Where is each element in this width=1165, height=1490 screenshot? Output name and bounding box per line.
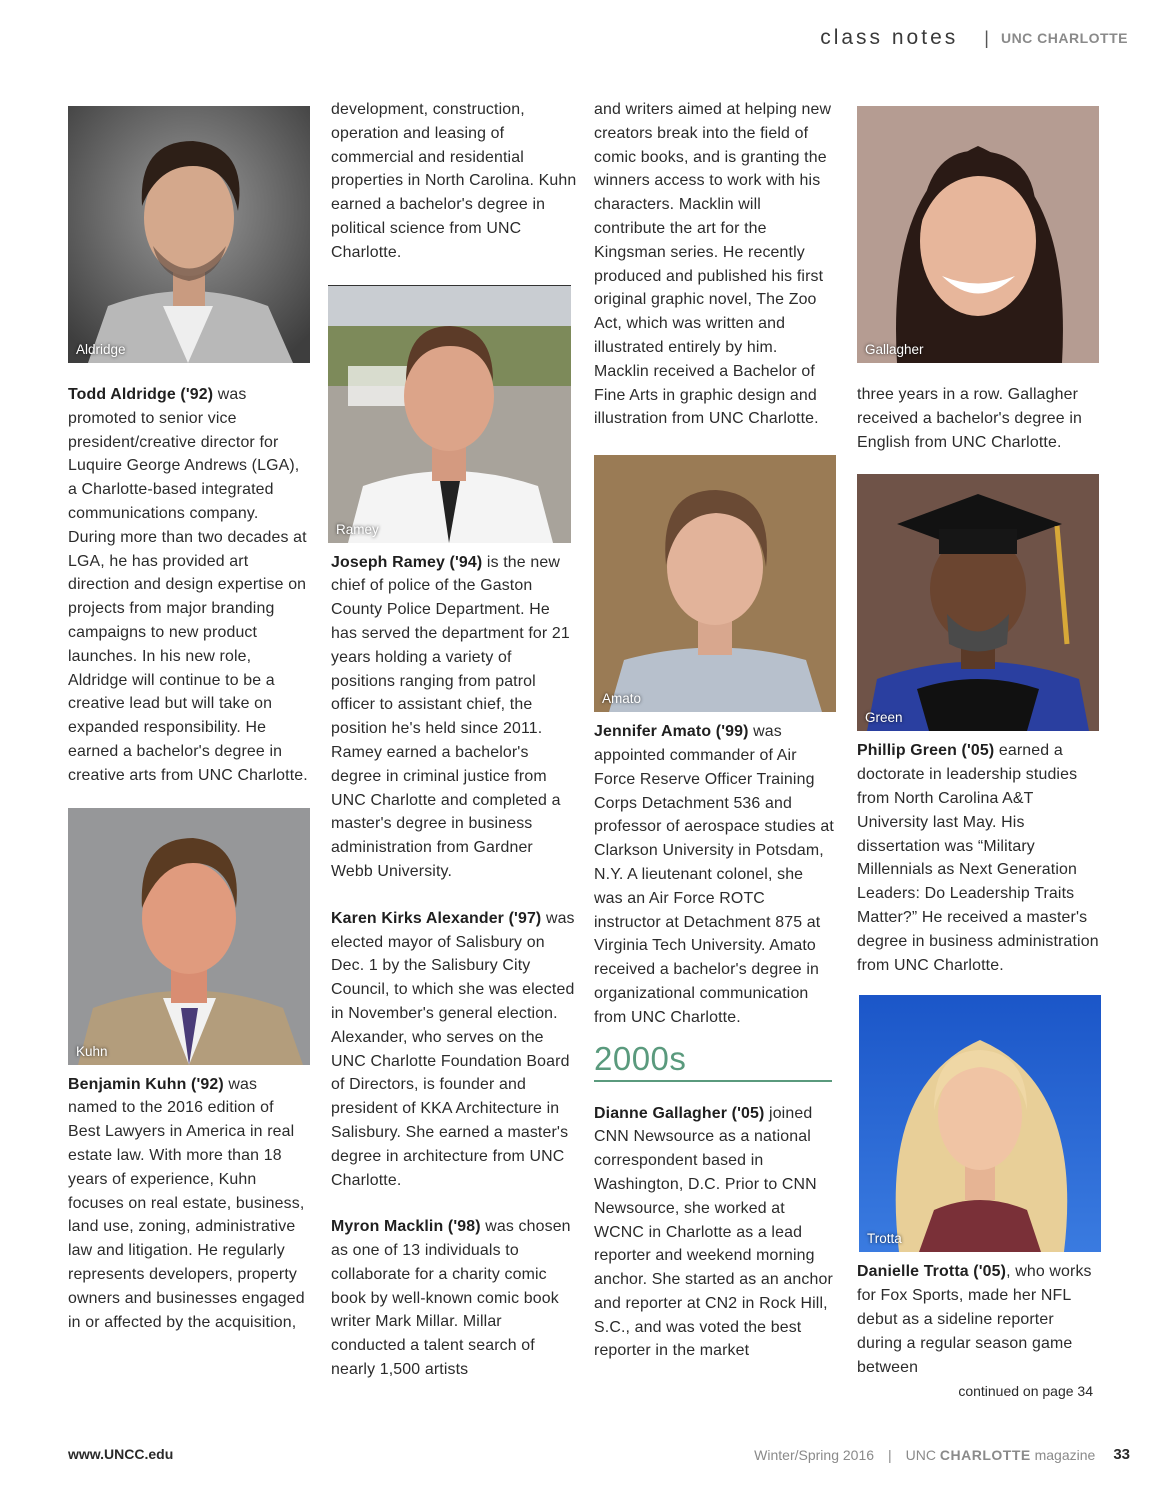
- note-body: was chosen as one of 13 individuals to collaborate for a charity comic book by well-known comic book writer Mark Millar. Millar conducted a talent search of nearly 1,500 artists: [331, 1218, 571, 1379]
- note-body: joined CNN Newsource as a national correspondent based in Washington, D.C. Prior to CNN Newsource, she worked at WCNC in Charlotte as a lead reporter and weekend morning anchor. She started as an anchor and reporter at CN2 in Rock Hill, S.C., and was voted the best reporter in the market: [594, 1104, 833, 1360]
- note-aldridge: [68, 383, 310, 788]
- note-body: , who works for Fox Sports, made her NFL debut as a sideline reporter during a regular season game between: [857, 1263, 1092, 1376]
- column-4: [857, 98, 1099, 1403]
- photo-caption: Trotta: [867, 1231, 902, 1247]
- photo-caption: Kuhn: [76, 1043, 108, 1059]
- photo-kuhn: [68, 808, 310, 1065]
- note-amato: [594, 720, 834, 1029]
- note-name: Benjamin Kuhn ('92): [68, 1075, 224, 1093]
- photo-caption: Green: [865, 710, 903, 726]
- note-name: Dianne Gallagher ('05): [594, 1104, 765, 1122]
- note-name: Phillip Green ('05): [857, 742, 995, 760]
- note-kuhn-continued: development, construction, operation and leasing of commercial and residential properties in North Carolina. Kuhn earned a bachelor's degree in political science from UNC Charlotte.: [331, 101, 577, 261]
- note-body: was elected mayor of Salisbury on Dec. 1 by the Salisbury City Council, to which she was elected in November's general election. Alexander, who serves on the UNC Charlotte Foundation Board of Directors, is founder and president of KKA Architecture in Salisbury. She earned a master's degree in architecture from UNC Charlotte.: [331, 909, 575, 1189]
- photo-ramey: [328, 285, 571, 543]
- note-name: Karen Kirks Alexander ('97): [331, 909, 542, 927]
- note-green: [857, 739, 1099, 977]
- magazine-name-suffix: magazine: [1030, 1446, 1096, 1463]
- issue-date: Winter/Spring 2016: [754, 1446, 875, 1463]
- decade-heading: 2000s: [594, 1040, 832, 1082]
- column-1: [68, 98, 310, 1334]
- note-macklin-continued: and writers aimed at helping new creators break into the field of comic books, and is granting the winners access to work with his characters. Macklin will contribute the art for the Kingsman series. He recently produced and published his first original graphic novel, The Zoo Act, which was written and illustrated entirely by him. Macklin received a Bachelor of Fine Arts in graphic design and illustration from UNC Charlotte.: [594, 101, 832, 428]
- note-body: is the new chief of police of the Gaston County Police Department. He has served the department for 21 years holding a variety of positions ranging from patrol officer to assistant chief, the position he's held since 2011. Ramey earned a bachelor's degree in criminal justice from UNC Charlotte and completed a master's degree in business administration from Gardner Webb University.: [331, 553, 570, 880]
- magazine-name: [906, 1447, 1096, 1463]
- header-divider: |: [984, 27, 989, 48]
- photo-caption: Ramey: [336, 521, 379, 537]
- magazine-name-prefix: UNC: [905, 1446, 940, 1463]
- note-gallagher: [594, 1102, 834, 1364]
- section-title: class notes: [820, 26, 959, 49]
- note-name: Myron Macklin ('98): [331, 1218, 481, 1236]
- note-gallagher-continued: three years in a row. Gallagher received a bachelor's degree in English from UNC Charlotte.: [857, 386, 1082, 451]
- note-body: was promoted to senior vice president/creative director for Luquire George Andrews (LGA), a Charlotte-based integrated communications company. During more than two decades at LGA, he has provided art direction and design expertise on projects from major branding campaigns to new product launches. In his new role, Aldridge will continue to be a creative lead but will take on expanded responsibility. He earned a bachelor's degree in creative arts from UNC Charlotte.: [68, 386, 308, 784]
- magazine-name-bold: CHARLOTTE: [939, 1446, 1031, 1463]
- note-body: earned a doctorate in leadership studies from North Carolina A&T University last May. His dissertation was “Military Millennials as Next Generation Leaders: Do Leadership Traits Matter?” He received a master's degree in business administration from UNC Charlotte.: [857, 742, 1099, 974]
- note-kuhn: [68, 1073, 310, 1335]
- column-3: [594, 98, 834, 1363]
- photo-caption: Gallagher: [865, 342, 924, 357]
- page-number: 33: [1113, 1446, 1130, 1463]
- note-body: was appointed commander of Air Force Reserve Officer Training Corps Detachment 536 and professor of aerospace studies at Clarkson University in Potsdam, N.Y. A lieutenant colonel, she was an Air Force ROTC instructor at Detachment 875 at Virginia Tech University. Amato received a bachelor's degree in organizational communication from UNC Charlotte.: [594, 723, 834, 1026]
- note-name: Todd Aldridge ('92): [68, 386, 214, 403]
- note-alexander: [331, 907, 577, 1193]
- photo-caption: Aldridge: [76, 342, 126, 357]
- footer-right: [754, 1446, 1130, 1463]
- photo-green: [857, 474, 1099, 731]
- note-name: Danielle Trotta ('05): [857, 1263, 1007, 1281]
- continued-note: continued on page 34: [958, 1383, 1093, 1400]
- photo-caption: Amato: [602, 691, 642, 707]
- website-link[interactable]: www.UNCC.edu: [68, 1446, 174, 1462]
- publication-name: UNC CHARLOTTE: [1000, 30, 1128, 46]
- note-name: Joseph Ramey ('94): [331, 553, 483, 571]
- page-header: [820, 26, 1128, 50]
- note-body: was named to the 2016 edition of Best Lawyers in America in real estate law. With more than 18 years of experience, Kuhn focuses on real estate, business, land use, zoning, administrative law and litigation. He regularly represents developers, property owners and businesses engaged in or affected by the acquisition,: [68, 1075, 305, 1331]
- footer-divider: |: [888, 1446, 892, 1463]
- photo-trotta: [859, 995, 1101, 1252]
- note-name: Jennifer Amato ('99): [594, 723, 749, 741]
- photo-aldridge: [68, 106, 310, 363]
- note-ramey: [331, 551, 577, 884]
- photo-amato: [594, 455, 836, 712]
- note-trotta: [857, 1260, 1099, 1379]
- photo-gallagher: [857, 106, 1099, 363]
- column-2: [331, 98, 577, 1382]
- note-macklin: [331, 1215, 577, 1382]
